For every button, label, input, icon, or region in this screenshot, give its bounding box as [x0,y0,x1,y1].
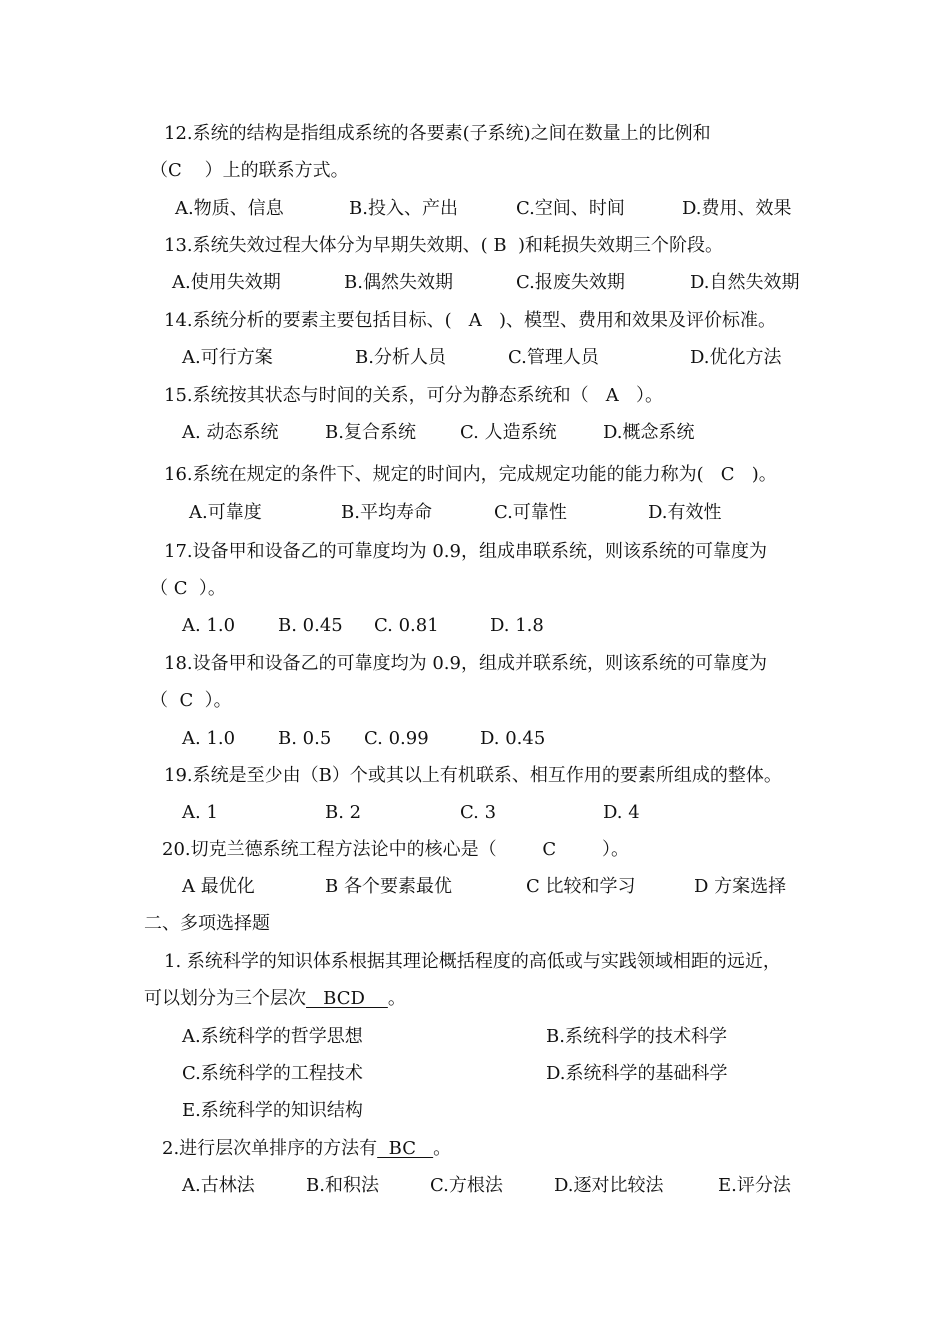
question-17-option-d: D. 1.8 [490,615,544,636]
question-17-stem-line-2: （ C ）。 [150,578,226,599]
question-17-option-a: A. 1.0 [182,615,236,636]
question-18-option-a: A. 1.0 [182,728,236,749]
question-15-option-a: A. 动态系统 [182,422,279,443]
question-12-stem-line-1: 12.系统的结构是指组成系统的各要素(子系统)之间在数量上的比例和 [164,123,711,144]
mc-question-2-stem-prefix: 2.进行层次单排序的方法有 [162,1138,378,1159]
mc-question-1-stem-line-2 [144,987,406,1011]
mc-question-1-option-b: B.系统科学的技术科学 [546,1026,727,1047]
mc-question-1-option-e: E.系统科学的知识结构 [182,1100,363,1121]
question-14-stem: 14.系统分析的要素主要包括目标、( A )、模型、费用和效果及评价标准。 [164,310,776,331]
question-18-stem-line-1: 18.设备甲和设备乙的可靠度均为 0.9，组成并联系统，则该系统的可靠度为 [164,653,767,674]
question-19-stem: 19.系统是至少由（B）个或其以上有机联系、相互作用的要素所组成的整体。 [164,765,782,786]
question-15-option-c: C. 人造系统 [460,422,557,443]
mc-question-2-option-e: E.评分法 [718,1175,791,1196]
question-18-option-d: D. 0.45 [480,728,546,749]
mc-question-2-stem [162,1137,451,1161]
question-16-option-c: C.可靠性 [494,502,567,523]
question-19-option-c: C. 3 [460,802,497,823]
question-14-option-d: D.优化方法 [690,347,782,368]
question-18-option-c: C. 0.99 [364,728,429,749]
mc-question-2-option-d: D.逐对比较法 [554,1175,664,1196]
section-heading-multiple-choice: 二、多项选择题 [144,913,270,934]
question-15-option-b: B.复合系统 [325,422,416,443]
question-16-stem: 16.系统在规定的条件下、规定的时间内，完成规定功能的能力称为( C )。 [164,464,777,485]
question-12-option-a: A.物质、信息 [175,198,284,219]
question-14-option-b: B.分析人员 [355,347,446,368]
question-20-option-d: D 方案选择 [694,876,787,897]
question-19-option-b: B. 2 [325,802,362,823]
question-15-option-d: D.概念系统 [603,422,695,443]
mc-question-1-stem-prefix: 可以划分为三个层次 [144,988,306,1009]
question-14-option-a: A.可行方案 [182,347,273,368]
question-15-stem: 15.系统按其状态与时间的关系，可分为静态系统和（ A ）。 [164,385,663,406]
question-17-option-b: B. 0.45 [278,615,343,636]
mc-question-1-stem-line-1: 1. 系统科学的知识体系根据其理论概括程度的高低或与实践领域相距的远近， [164,951,781,972]
question-13-option-d: D.自然失效期 [690,272,800,293]
mc-question-2-option-a: A.古林法 [182,1175,255,1196]
question-19-option-a: A. 1 [182,802,218,823]
mc-question-1-answer-blank: BCD [306,988,388,1009]
question-16-option-d: D.有效性 [648,502,722,523]
question-16-option-b: B.平均寿命 [341,502,432,523]
mc-question-2-answer-blank: BC [377,1138,434,1159]
question-17-option-c: C. 0.81 [374,615,439,636]
mc-question-1-option-c: C.系统科学的工程技术 [182,1063,363,1084]
question-20-option-c: C 比较和学习 [526,876,636,897]
question-16-option-a: A.可靠度 [189,502,262,523]
question-12-option-d: D.费用、效果 [682,198,792,219]
question-12-option-c: C.空间、时间 [516,198,625,219]
question-19-option-d: D. 4 [603,802,640,823]
question-18-stem-line-2: （ C ）。 [150,690,232,711]
question-20-stem: 20.切克兰德系统工程方法论中的核心是（ C ）。 [162,839,629,860]
question-20-option-a: A 最优化 [182,876,255,897]
question-18-option-b: B. 0.5 [278,728,332,749]
question-13-option-a: A.使用失效期 [172,272,281,293]
mc-question-1-stem-suffix: 。 [387,988,406,1009]
question-12-option-b: B.投入、产出 [349,198,458,219]
question-17-stem-line-1: 17.设备甲和设备乙的可靠度均为 0.9，组成串联系统，则该系统的可靠度为 [164,541,767,562]
mc-question-1-option-d: D.系统科学的基础科学 [546,1063,728,1084]
question-14-option-c: C.管理人员 [508,347,599,368]
question-13-option-b: B.偶然失效期 [344,272,453,293]
mc-question-2-option-b: B.和积法 [306,1175,379,1196]
question-12-stem-line-2: （C ）上的联系方式。 [150,160,349,181]
mc-question-2-stem-suffix: 。 [433,1138,452,1159]
question-20-option-b: B 各个要素最优 [325,876,452,897]
mc-question-1-option-a: A.系统科学的哲学思想 [182,1026,363,1047]
question-13-option-c: C.报废失效期 [516,272,625,293]
mc-question-2-option-c: C.方根法 [430,1175,503,1196]
question-13-stem: 13.系统失效过程大体分为早期失效期、( B )和耗损失效期三个阶段。 [164,235,724,256]
